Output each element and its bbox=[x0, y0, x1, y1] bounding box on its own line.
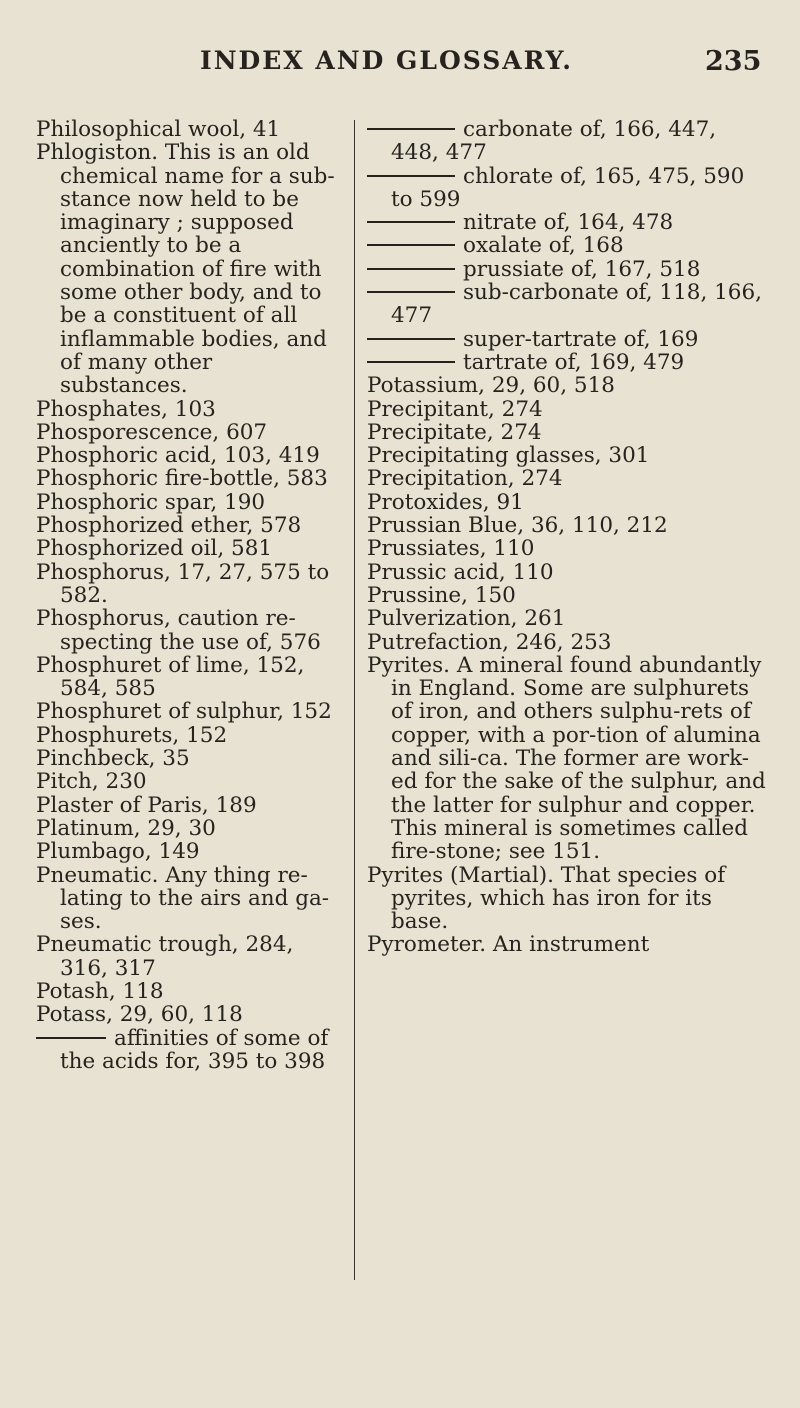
index-entry-text: Phosporescence, 607 bbox=[36, 419, 268, 445]
index-entry-text: Precipitant, 274 bbox=[367, 396, 543, 422]
index-entry-text: Prussiates, 110 bbox=[367, 536, 535, 562]
index-entry-text: Pulverization, 261 bbox=[367, 606, 566, 632]
index-entry bbox=[36, 141, 336, 397]
index-entry bbox=[367, 631, 767, 654]
index-entry bbox=[36, 398, 336, 421]
index-entry-text: affinities of some of the acids for, 395 to 398 bbox=[60, 1025, 329, 1074]
index-entry bbox=[36, 817, 336, 840]
index-entry bbox=[367, 607, 767, 630]
index-entry bbox=[367, 328, 767, 351]
index-entry-text: Phosphoric spar, 190 bbox=[36, 489, 266, 515]
index-entry bbox=[367, 561, 767, 584]
index-entry-text: Protoxides, 91 bbox=[367, 489, 524, 515]
index-entry-text: Pyrites (Martial). That species of pyrites, which has iron for its base. bbox=[367, 862, 726, 935]
page-header bbox=[0, 46, 800, 86]
index-entry bbox=[367, 933, 767, 956]
index-entry-text: Potassium, 29, 60, 518 bbox=[367, 373, 615, 399]
repeat-dash bbox=[367, 128, 455, 130]
index-entry bbox=[36, 724, 336, 747]
index-entry-text: Putrefaction, 246, 253 bbox=[367, 629, 612, 655]
index-entry-text: Phosphoric fire-bottle, 583 bbox=[36, 466, 328, 492]
index-entry bbox=[367, 514, 767, 537]
index-entry-text: Phosphorus, caution re-specting the use of, 576 bbox=[36, 606, 321, 655]
index-entry-text: Pinchbeck, 35 bbox=[36, 746, 190, 772]
index-entry bbox=[367, 537, 767, 560]
index-entry-text: Pyrites. A mineral found abundantly in England. Some are sulphurets of iron, and others sulphu-rets of copper, with a por-tion of alumina and sili-ca. The former are work-ed for the sake of the sulphur, and the latter for sulphur and copper. This mineral is sometimes called fire-stone; see 151. bbox=[367, 652, 766, 865]
index-entry bbox=[36, 514, 336, 537]
repeat-dash bbox=[367, 244, 455, 246]
index-entry bbox=[36, 933, 336, 980]
index-entry bbox=[367, 165, 767, 212]
index-entry-text: Phosphorized ether, 578 bbox=[36, 513, 302, 539]
index-entry-text: oxalate of, 168 bbox=[463, 233, 624, 259]
index-entry-text: Prussic acid, 110 bbox=[367, 559, 554, 585]
index-entry-text: chlorate of, 165, 475, 590 to 599 bbox=[391, 163, 745, 212]
index-entry bbox=[36, 561, 336, 608]
index-entry bbox=[36, 537, 336, 560]
index-entry-text: Phosphuret of lime, 152, 584, 585 bbox=[36, 652, 305, 702]
index-entry bbox=[367, 258, 767, 281]
index-entry-text: Phosphorized oil, 581 bbox=[36, 536, 273, 562]
index-entry bbox=[367, 398, 767, 421]
index-entry bbox=[367, 444, 767, 467]
index-entry-text: super-tartrate of, 169 bbox=[463, 326, 699, 352]
index-entry bbox=[36, 1003, 336, 1026]
index-entry bbox=[367, 118, 767, 165]
index-entry bbox=[36, 491, 336, 514]
index-entry-text: sub-carbonate of, 118, 166, 477 bbox=[391, 280, 762, 329]
index-entry-text: Pneumatic. Any thing re-lating to the airs and ga-ses. bbox=[36, 862, 330, 935]
index-entry-text: carbonate of, 166, 447, 448, 477 bbox=[391, 117, 717, 166]
index-entry-text: Platinum, 29, 30 bbox=[36, 815, 216, 841]
index-entry bbox=[367, 351, 767, 374]
index-entry bbox=[367, 584, 767, 607]
right-index-column bbox=[367, 118, 767, 957]
index-entry bbox=[367, 211, 767, 234]
repeat-dash bbox=[367, 291, 455, 293]
index-entry-text: Phosphurets, 152 bbox=[36, 722, 228, 748]
index-entry bbox=[367, 467, 767, 490]
index-entry-text: Prussian Blue, 36, 110, 212 bbox=[367, 513, 668, 539]
left-index-column bbox=[36, 118, 336, 1073]
index-entry bbox=[36, 794, 336, 817]
index-entry-text: Plaster of Paris, 189 bbox=[36, 792, 257, 818]
index-entry-text: Precipitation, 274 bbox=[367, 466, 563, 492]
index-entry-text: Pitch, 230 bbox=[36, 769, 147, 795]
running-title: INDEX AND GLOSSARY. bbox=[200, 46, 574, 75]
index-entry bbox=[36, 770, 336, 793]
index-entry-text: nitrate of, 164, 478 bbox=[463, 210, 674, 236]
index-entry bbox=[36, 654, 336, 701]
repeat-dash bbox=[367, 361, 455, 363]
index-entry-text: Phosphuret of sulphur, 152 bbox=[36, 699, 332, 725]
index-entry bbox=[36, 118, 336, 141]
index-entry bbox=[36, 607, 336, 654]
index-entry bbox=[36, 444, 336, 467]
index-entry bbox=[367, 864, 767, 934]
index-entry-text: Phosphorus, 17, 27, 575 to 582. bbox=[36, 559, 330, 608]
index-entry-text: Pneumatic trough, 284, 316, 317 bbox=[36, 932, 294, 981]
index-entry bbox=[36, 421, 336, 444]
index-entry bbox=[367, 374, 767, 397]
repeat-dash bbox=[367, 221, 455, 223]
index-entry bbox=[36, 864, 336, 934]
column-divider bbox=[354, 120, 355, 1280]
index-entry bbox=[36, 980, 336, 1003]
index-entry bbox=[367, 234, 767, 257]
index-entry bbox=[36, 1027, 336, 1074]
index-entry-text: Potash, 118 bbox=[36, 978, 164, 1004]
repeat-dash bbox=[367, 175, 455, 177]
index-entry-text: Plumbago, 149 bbox=[36, 839, 200, 865]
index-entry bbox=[36, 840, 336, 863]
index-entry-text: Phosphoric acid, 103, 419 bbox=[36, 443, 320, 469]
repeat-dash bbox=[36, 1037, 106, 1039]
index-entry bbox=[367, 491, 767, 514]
index-entry-text: Precipitating glasses, 301 bbox=[367, 443, 650, 469]
repeat-dash bbox=[367, 268, 455, 270]
index-entry-text: prussiate of, 167, 518 bbox=[463, 256, 701, 282]
index-entry bbox=[36, 747, 336, 770]
index-entry-text: Philosophical wool, 41 bbox=[36, 117, 281, 142]
page-number: 235 bbox=[705, 46, 762, 77]
index-entry-text: Prussine, 150 bbox=[367, 582, 516, 608]
index-entry-text: Pyrometer. An instrument bbox=[367, 932, 650, 958]
index-entry-text: Potass, 29, 60, 118 bbox=[36, 1002, 243, 1028]
index-entry-text: Phlogiston. This is an old chemical name for a sub-stance now held to be imaginary ; supposed anciently to be a combination of fire with some other body, and to be a constituent of all inflammable bodies, and of many other substances. bbox=[36, 140, 335, 399]
repeat-dash bbox=[367, 338, 455, 340]
index-entry-text: tartrate of, 169, 479 bbox=[463, 349, 685, 375]
index-entry-text: Phosphates, 103 bbox=[36, 396, 216, 422]
index-entry bbox=[367, 654, 767, 864]
index-entry bbox=[36, 467, 336, 490]
index-entry bbox=[367, 421, 767, 444]
index-entry bbox=[367, 281, 767, 328]
index-entry bbox=[36, 700, 336, 723]
index-entry-text: Precipitate, 274 bbox=[367, 419, 542, 445]
